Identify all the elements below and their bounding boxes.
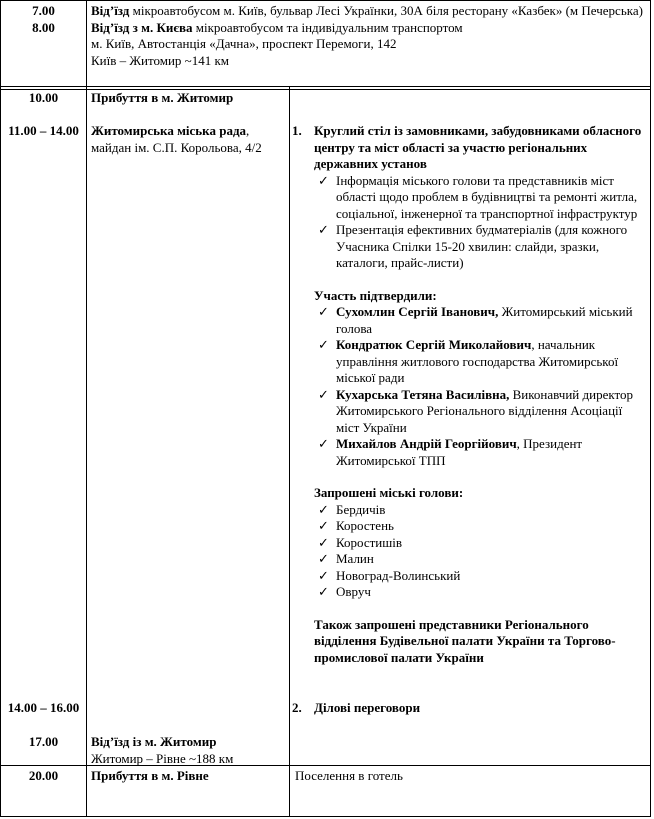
also-invited: Також запрошені представники Регіонального відділення Будівельної палати України та Торгово-промислової палати України bbox=[314, 616, 616, 665]
col-divider-2 bbox=[289, 87, 290, 817]
check-icon: ✓ bbox=[318, 222, 329, 237]
check-icon: ✓ bbox=[318, 337, 329, 352]
time-10: 10.00 bbox=[28, 90, 59, 105]
mayors-title: Запрошені міські голови: bbox=[314, 485, 464, 500]
confirmed-person-3 bbox=[314, 387, 642, 437]
confirmed-person-2 bbox=[314, 337, 642, 387]
departure-1 bbox=[91, 3, 647, 20]
route-zhytomyr-rivne: Житомир – Рівне ~188 км bbox=[91, 750, 234, 766]
confirmed-person-4 bbox=[314, 436, 642, 469]
mayor-city-3 bbox=[314, 535, 642, 552]
person-role: , Президент Житомирської ТПП bbox=[336, 436, 583, 468]
confirmed-list bbox=[314, 304, 642, 469]
mayor-city-2 bbox=[314, 518, 642, 535]
person-name: Сухомлин Сергій Іванович, bbox=[336, 304, 499, 319]
agenda-item-1-points bbox=[314, 173, 642, 272]
venue bbox=[91, 123, 287, 156]
agenda-point-1 bbox=[314, 173, 642, 223]
mayor-city-1 bbox=[314, 502, 642, 519]
agenda-item-2 bbox=[292, 700, 642, 717]
city-name: Овруч bbox=[336, 584, 371, 599]
departure-2 bbox=[91, 20, 647, 37]
check-icon: ✓ bbox=[318, 386, 329, 402]
person-role: , начальник управління житлового господарства Житомирської міської ради bbox=[336, 337, 619, 385]
time-17: 17.00 bbox=[28, 734, 59, 749]
check-icon: ✓ bbox=[318, 567, 329, 583]
departure-3 bbox=[91, 734, 287, 767]
person-name: Михайлов Андрій Георгійович bbox=[336, 436, 517, 451]
venue-address: майдан ім. С.П. Корольова, 4/2 bbox=[91, 139, 262, 155]
route-kyiv-zhytomyr: Київ – Житомир ~141 км bbox=[91, 52, 230, 68]
city-name: Новоград-Волинський bbox=[336, 567, 461, 583]
departure-2-label: Від’їзд з м. Києва bbox=[91, 19, 193, 35]
time-7: 7.00 bbox=[32, 3, 55, 18]
city-name: Коростень bbox=[336, 518, 394, 533]
row1-time-cell bbox=[1, 3, 86, 36]
agenda-point-text: Презентація ефективних будматеріалів (для кожного Учасника Спілки 15-20 хвилин: слайди, зразки, каталоги, прайс-листи) bbox=[336, 222, 628, 270]
venue-name bbox=[91, 123, 287, 140]
person-name: Кухарська Тетяна Василівна, bbox=[336, 386, 510, 402]
row1-content-cell bbox=[91, 3, 647, 69]
mayor-city-5 bbox=[314, 568, 642, 585]
person-role: Виконавчий директор Житомирського Регіонального відділення Асоціації міст України bbox=[336, 386, 633, 435]
mayor-city-4 bbox=[314, 551, 642, 568]
city-name: Малин bbox=[336, 551, 374, 566]
check-icon: ✓ bbox=[318, 501, 329, 517]
arrival-rivne: Прибуття в м. Рівне bbox=[91, 768, 209, 783]
check-icon: ✓ bbox=[318, 172, 329, 188]
agenda-item-1-title: Круглий стіл із замовниками, забудовниками обласного центру та міст області за участю регіональних державних установ bbox=[314, 123, 642, 171]
check-icon: ✓ bbox=[318, 304, 329, 319]
agenda-item-1 bbox=[292, 123, 642, 666]
agenda-item-2-title: Ділові переговори bbox=[314, 700, 421, 715]
agenda-item-2-number: 2. bbox=[292, 700, 302, 715]
table-border-bottom bbox=[0, 816, 651, 817]
check-icon: ✓ bbox=[318, 518, 329, 533]
check-icon: ✓ bbox=[318, 584, 329, 599]
person-name: Кондратюк Сергій Миколайович bbox=[336, 337, 532, 352]
departure-1-text: мікроавтобусом м. Київ, бульвар Лесі Українки, 30А біля ресторану «Казбек» (м Печерська) bbox=[129, 3, 643, 18]
mayor-city-6 bbox=[314, 584, 642, 601]
arrival-zhytomyr: Прибуття в м. Житомир bbox=[91, 90, 234, 105]
table-border-top bbox=[0, 0, 651, 1]
time-8: 8.00 bbox=[32, 19, 55, 35]
check-icon: ✓ bbox=[318, 436, 329, 451]
venue-name-comma: , bbox=[246, 123, 250, 138]
col-divider-1 bbox=[86, 0, 87, 817]
venue-name-bold: Житомирська міська рада bbox=[91, 123, 247, 138]
time-20: 20.00 bbox=[28, 768, 59, 783]
city-name: Коростишів bbox=[336, 534, 403, 550]
time-14-16: 14.00 – 16.00 bbox=[7, 700, 80, 715]
departure-1-label: Від’їзд bbox=[91, 3, 130, 18]
departure-3-label: Від’їзд із м. Житомир bbox=[91, 734, 217, 749]
departure-2-address: м. Київ, Автостанція «Дачна», проспект Перемоги, 142 bbox=[91, 36, 397, 51]
confirmed-person-1 bbox=[314, 304, 642, 337]
agenda-point-text: Інформація міського голови та представників міст області щодо проблем в будівництві та ремонті житла, соціальної, інженерної та транспортної інфраструктур bbox=[336, 172, 638, 221]
row-divider-1 bbox=[0, 86, 651, 87]
agenda-item-1-number: 1. bbox=[292, 123, 302, 138]
accommodation-note: Поселення в готель bbox=[295, 768, 403, 783]
agenda-column bbox=[292, 123, 642, 666]
person-role: Житомирський міський голова bbox=[336, 304, 633, 336]
check-icon: ✓ bbox=[318, 551, 329, 566]
confirmed-title: Участь підтвердили: bbox=[314, 287, 437, 303]
check-icon: ✓ bbox=[318, 534, 329, 550]
agenda-point-2 bbox=[314, 222, 642, 272]
table-border-right bbox=[650, 0, 651, 817]
departure-2-text: мікроавтобусом та індивідуальним транспортом bbox=[192, 19, 463, 35]
time-11-14: 11.00 – 14.00 bbox=[8, 123, 79, 138]
city-name: Бердичів bbox=[336, 501, 386, 517]
mayors-list bbox=[314, 502, 642, 601]
